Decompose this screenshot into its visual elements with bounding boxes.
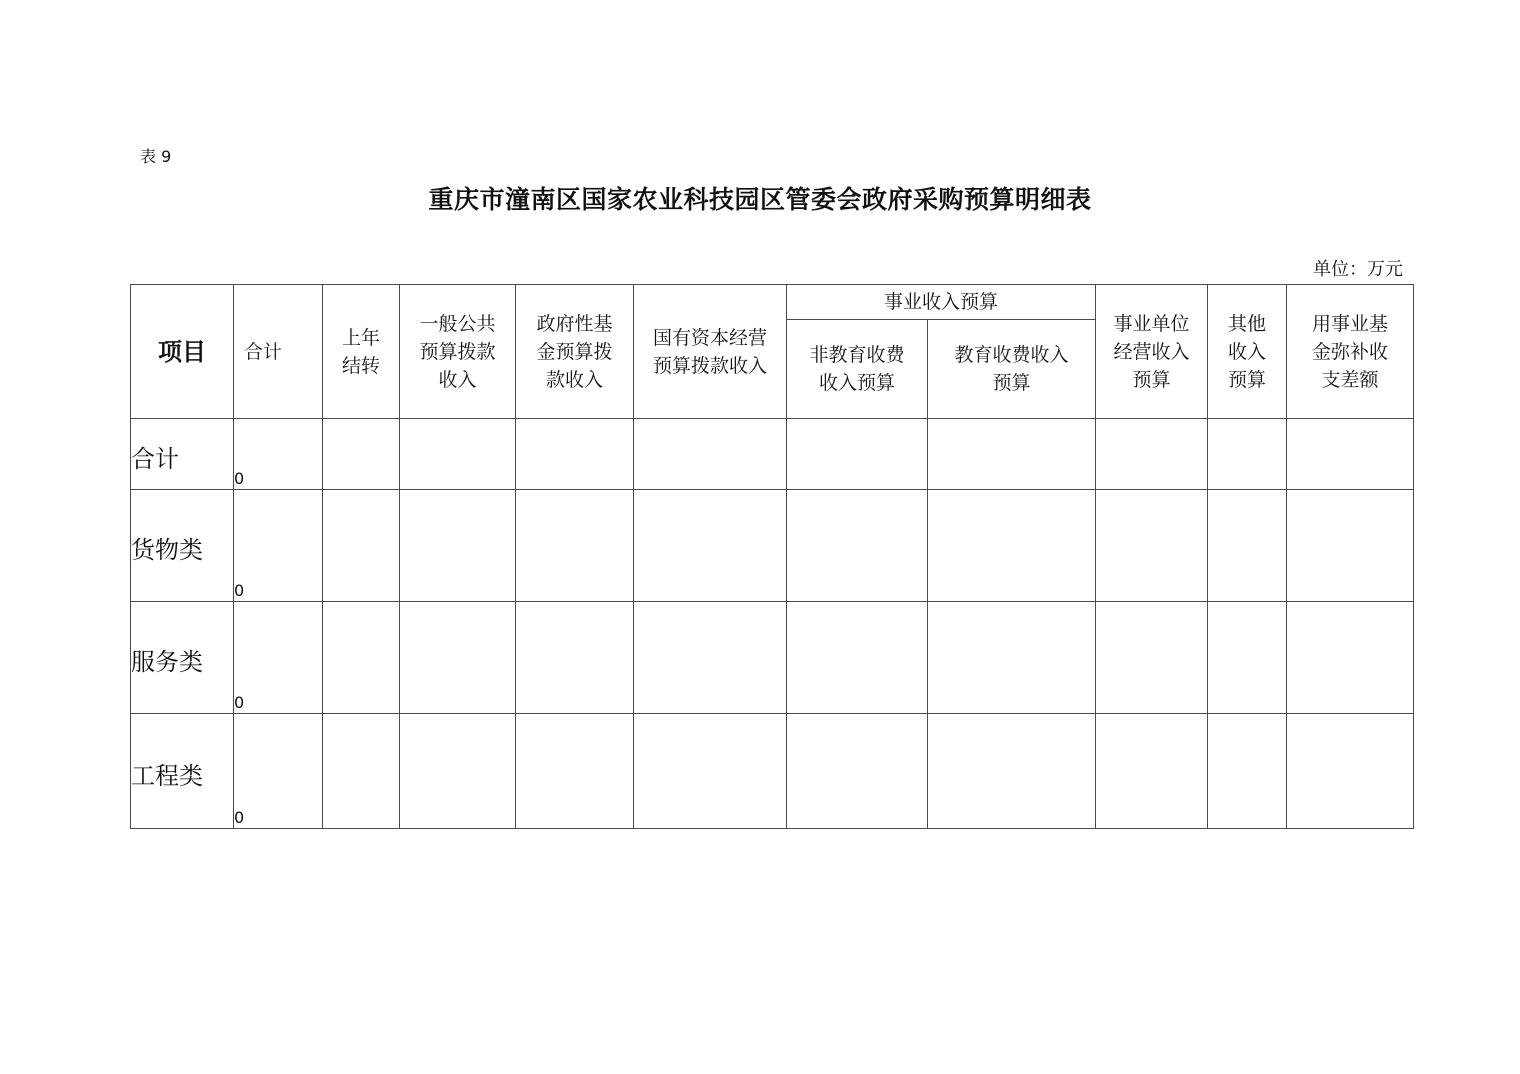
header-item: 项目 bbox=[131, 285, 234, 419]
table-cell bbox=[1096, 490, 1208, 602]
header-gov-fund-line-2: 金预算拨 bbox=[536, 340, 613, 363]
header-fund-offset-line-3: 支差额 bbox=[1321, 368, 1379, 391]
table-cell bbox=[323, 714, 400, 829]
table-cell bbox=[1096, 419, 1208, 490]
header-unit-operating-line-2: 经营收入 bbox=[1113, 340, 1190, 363]
row-label bbox=[131, 714, 234, 829]
header-general-public-budget bbox=[400, 285, 516, 419]
header-carryover bbox=[323, 285, 400, 419]
table-cell bbox=[1096, 714, 1208, 829]
header-carryover-line-1: 上年 bbox=[341, 326, 380, 349]
table-cell bbox=[400, 714, 516, 829]
header-state-capital-line-2: 预算拨款收入 bbox=[652, 354, 767, 377]
header-edu-fee bbox=[928, 320, 1096, 419]
row-label bbox=[131, 602, 234, 714]
header-total bbox=[234, 285, 323, 419]
header-general-public-line-2: 预算拨款 bbox=[419, 340, 496, 363]
row-total-value: 0 bbox=[234, 419, 323, 490]
table-row bbox=[131, 714, 1414, 829]
row-label-text: 合计 bbox=[131, 445, 179, 473]
table-cell bbox=[787, 602, 928, 714]
header-total-line-1: 合计 bbox=[244, 340, 283, 363]
table-cell bbox=[928, 490, 1096, 602]
procurement-budget-table bbox=[130, 284, 1414, 829]
header-gov-fund-budget bbox=[516, 285, 634, 419]
header-non-edu-fee-line-2: 收入预算 bbox=[818, 372, 895, 394]
row-label bbox=[131, 490, 234, 602]
table-cell bbox=[400, 602, 516, 714]
table-number: 表 9 bbox=[140, 147, 172, 166]
table-cell bbox=[400, 490, 516, 602]
table-cell bbox=[1208, 602, 1287, 714]
header-edu-fee-line-1: 教育收费收入 bbox=[954, 344, 1069, 366]
row-label-text: 货物类 bbox=[131, 536, 203, 564]
table-row bbox=[131, 602, 1414, 714]
header-non-edu-fee-line-1: 非教育收费 bbox=[809, 344, 905, 366]
header-business-income-group: 事业收入预算 bbox=[787, 285, 1096, 320]
table-cell bbox=[1287, 714, 1414, 829]
header-gov-fund-line-3: 款收入 bbox=[545, 368, 603, 391]
table-cell bbox=[787, 714, 928, 829]
header-other-income bbox=[1208, 285, 1287, 419]
header-unit-operating-income bbox=[1096, 285, 1208, 419]
header-state-capital-line-1: 国有资本经营 bbox=[652, 326, 767, 349]
header-gov-fund-line-1: 政府性基 bbox=[536, 312, 613, 335]
header-other-income-line-1: 其他 bbox=[1228, 312, 1267, 335]
table-cell bbox=[928, 602, 1096, 714]
header-edu-fee-line-2: 预算 bbox=[992, 372, 1031, 394]
header-general-public-line-1: 一般公共 bbox=[419, 312, 496, 335]
header-unit-operating-line-1: 事业单位 bbox=[1113, 312, 1190, 335]
table-cell bbox=[634, 714, 787, 829]
table-cell bbox=[1287, 419, 1414, 490]
table-cell bbox=[323, 490, 400, 602]
table-cell bbox=[634, 419, 787, 490]
table-cell bbox=[1208, 419, 1287, 490]
table-cell bbox=[516, 714, 634, 829]
table-cell bbox=[634, 490, 787, 602]
header-carryover-line-2: 结转 bbox=[341, 354, 380, 377]
header-fund-offset bbox=[1287, 285, 1414, 419]
table-row bbox=[131, 490, 1414, 602]
table-cell bbox=[516, 419, 634, 490]
header-other-income-line-3: 预算 bbox=[1228, 368, 1267, 391]
header-other-income-line-2: 收入 bbox=[1228, 340, 1267, 363]
header-unit-operating-line-3: 预算 bbox=[1132, 368, 1171, 391]
header-fund-offset-line-2: 金弥补收 bbox=[1312, 340, 1389, 363]
table-cell bbox=[787, 490, 928, 602]
table-row bbox=[131, 419, 1414, 490]
row-label-text: 服务类 bbox=[131, 648, 203, 676]
header-general-public-line-3: 收入 bbox=[438, 368, 477, 391]
header-non-edu-fee bbox=[787, 320, 928, 419]
row-total-value: 0 bbox=[234, 714, 323, 829]
document-title: 重庆市潼南区国家农业科技园区管委会政府采购预算明细表 bbox=[428, 185, 1092, 214]
table-cell bbox=[928, 419, 1096, 490]
table-cell bbox=[1287, 602, 1414, 714]
table-cell bbox=[634, 602, 787, 714]
table-cell bbox=[1287, 490, 1414, 602]
table-cell bbox=[787, 419, 928, 490]
table-cell bbox=[928, 714, 1096, 829]
row-label bbox=[131, 419, 234, 490]
table-cell bbox=[323, 602, 400, 714]
header-state-capital-budget bbox=[634, 285, 787, 419]
row-total-value: 0 bbox=[234, 602, 323, 714]
table-cell bbox=[323, 419, 400, 490]
row-total-value: 0 bbox=[234, 490, 323, 602]
table-cell bbox=[1208, 490, 1287, 602]
table-cell bbox=[1096, 602, 1208, 714]
header-fund-offset-line-1: 用事业基 bbox=[1312, 312, 1389, 335]
table-cell bbox=[516, 602, 634, 714]
table-cell bbox=[1208, 714, 1287, 829]
table-cell bbox=[400, 419, 516, 490]
table-cell bbox=[516, 490, 634, 602]
row-label-text: 工程类 bbox=[131, 762, 203, 790]
unit-label: 单位：万元 bbox=[1313, 259, 1403, 280]
